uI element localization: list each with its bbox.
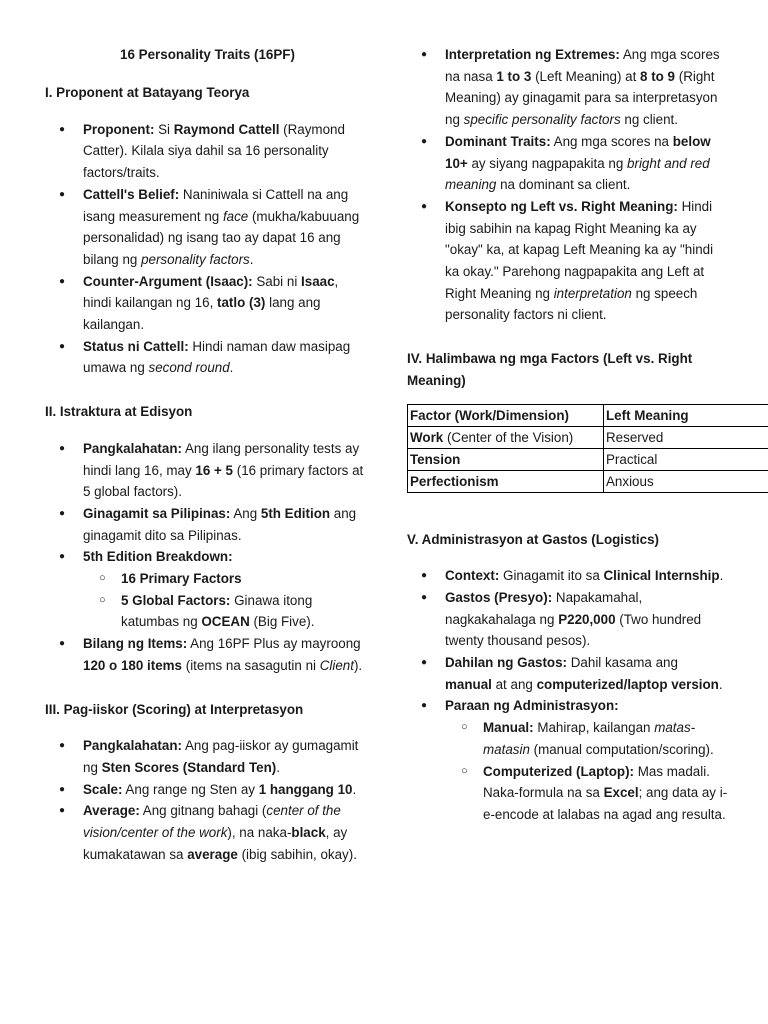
table-row <box>408 448 768 470</box>
factors-table <box>407 404 768 493</box>
list-item-philippines: ● Ginagamit sa Pilipinas: Ang 5th Edition ang ginagamit dito sa Pilipinas. <box>45 503 370 546</box>
table-cell-left: Reserved <box>604 426 768 448</box>
table-cell-left: Practical <box>604 448 768 470</box>
table-cell-factor: Work (Center of the Vision) <box>408 426 604 448</box>
sublist-item-manual: ○ Manual: Mahirap, kailangan matas-matasin (manual computation/scoring). <box>445 717 728 760</box>
list-item-belief: ● Cattell's Belief: Naniniwala si Cattell na ang isang measurement ng face (mukha/kabuuang personalidad) ng isang tao ay dapat 16 ang bilang ng personality factors. <box>45 184 370 271</box>
left-column <box>45 44 370 866</box>
section-5-heading: V. Administrasyon at Gastos (Logistics) <box>407 531 660 547</box>
list-item-general: ● Pangkalahatan: Ang ilang personality tests ay hindi lang 16, may 16 + 5 (16 primary factors at 5 global factors). <box>45 438 370 503</box>
section-3-list-continued <box>407 44 728 326</box>
list-item-scoring-general: ● Pangkalahatan: Ang pag-iiskor ay gumagamit ng Sten Scores (Standard Ten). <box>45 735 370 778</box>
list-item-average: ● Average: Ang gitnang bahagi (center of the vision/center of the work), na naka-black, ay kumakatawan sa average (ibig sabihin, okay). <box>45 800 370 865</box>
list-item-dominant: ● Dominant Traits: Ang mga scores na below 10+ ay siyang nagpapakita ng bright and red meaning na dominant sa client. <box>407 131 728 196</box>
sublist-item-computerized: ○ Computerized (Laptop): Mas madali. Naka-formula na sa Excel; ang data ay i-e-encode at lalabas na agad ang resulta. <box>445 761 728 826</box>
page-title: 16 Personality Traits (16PF) <box>120 47 295 62</box>
list-item-extremes: ● Interpretation ng Extremes: Ang mga scores na nasa 1 to 3 (Left Meaning) at 8 to 9 (Right Meaning) ay ginagamit para sa interpretasyon ng specific personality factors ng client. <box>407 44 728 131</box>
list-item-scale: ● Scale: Ang range ng Sten ay 1 hanggang 10. <box>45 779 370 801</box>
section-3-list <box>45 735 370 865</box>
list-item-proponent: ● Proponent: Si Raymond Cattell (Raymond Catter). Kilala siya dahil sa 16 personality factors/traits. <box>45 119 370 184</box>
breakdown-sublist <box>83 568 370 633</box>
section-5-list <box>407 565 728 825</box>
method-sublist <box>445 717 728 826</box>
list-item-items: ● Bilang ng Items: Ang 16PF Plus ay mayroong 120 o 180 items (items na sasagutin ni Client). <box>45 633 370 676</box>
section-3-heading: III. Pag-iiskor (Scoring) at Interpretasyon <box>45 701 304 717</box>
table-header-left-meaning: Left Meaning <box>604 404 768 426</box>
section-1-list <box>45 119 370 379</box>
table-row <box>408 470 768 492</box>
section-2-heading: II. Istraktura at Edisyon <box>45 404 193 420</box>
table-header-row <box>408 404 768 426</box>
list-item-context: ● Context: Ginagamit ito sa Clinical Internship. <box>407 565 728 587</box>
sublist-item-primary: ○ 16 Primary Factors <box>83 568 370 590</box>
table-row <box>408 426 768 448</box>
list-item-reason: ● Dahilan ng Gastos: Dahil kasama ang manual at ang computerized/laptop version. <box>407 652 728 695</box>
list-item-method: ● Paraan ng Administrasyon: ○ Manual: Mahirap, kailangan matas-matasin (manual computation/scoring). ○ Computerized (Laptop): Mas madali. Naka-formula na sa Excel; ang data ay i-e-encode at lalabas na agad ang resulta. <box>407 695 728 825</box>
section-1-heading: I. Proponent at Batayang Teorya <box>45 85 250 100</box>
table-cell-left: Anxious <box>604 470 768 492</box>
right-column <box>407 44 768 826</box>
table-cell-factor: Perfectionism <box>408 470 604 492</box>
section-4-heading: IV. Halimbawa ng mga Factors (Left vs. Right Meaning) <box>407 351 693 388</box>
section-2-list <box>45 438 370 677</box>
list-item-concept: ● Konsepto ng Left vs. Right Meaning: Hindi ibig sabihin na kapag Right Meaning ka ay "okay" ka, at kapag Left Meaning ka ay "hindi ka okay." Parehong nagpapakita ang Left at Right Meaning ng interpretation ng speech personality factors ni client. <box>407 196 728 326</box>
table-cell-factor: Tension <box>408 448 604 470</box>
table-header-factor: Factor (Work/Dimension) <box>408 404 604 426</box>
list-item-price: ● Gastos (Presyo): Napakamahal, nagkakahalaga ng P220,000 (Two hundred twenty thousand pesos). <box>407 587 728 652</box>
list-item-status: ● Status ni Cattell: Hindi naman daw masipag umawa ng second round. <box>45 336 370 379</box>
sublist-item-global: ○ 5 Global Factors: Ginawa itong katumbas ng OCEAN (Big Five). <box>83 590 370 633</box>
list-item-counter-argument: ● Counter-Argument (Isaac): Sabi ni Isaac, hindi kailangan ng 16, tatlo (3) lang ang kailangan. <box>45 271 370 336</box>
list-item-breakdown: ● 5th Edition Breakdown: ○ 16 Primary Factors ○ 5 Global Factors: Ginawa itong katumbas ng OCEAN (Big Five). <box>45 546 370 633</box>
